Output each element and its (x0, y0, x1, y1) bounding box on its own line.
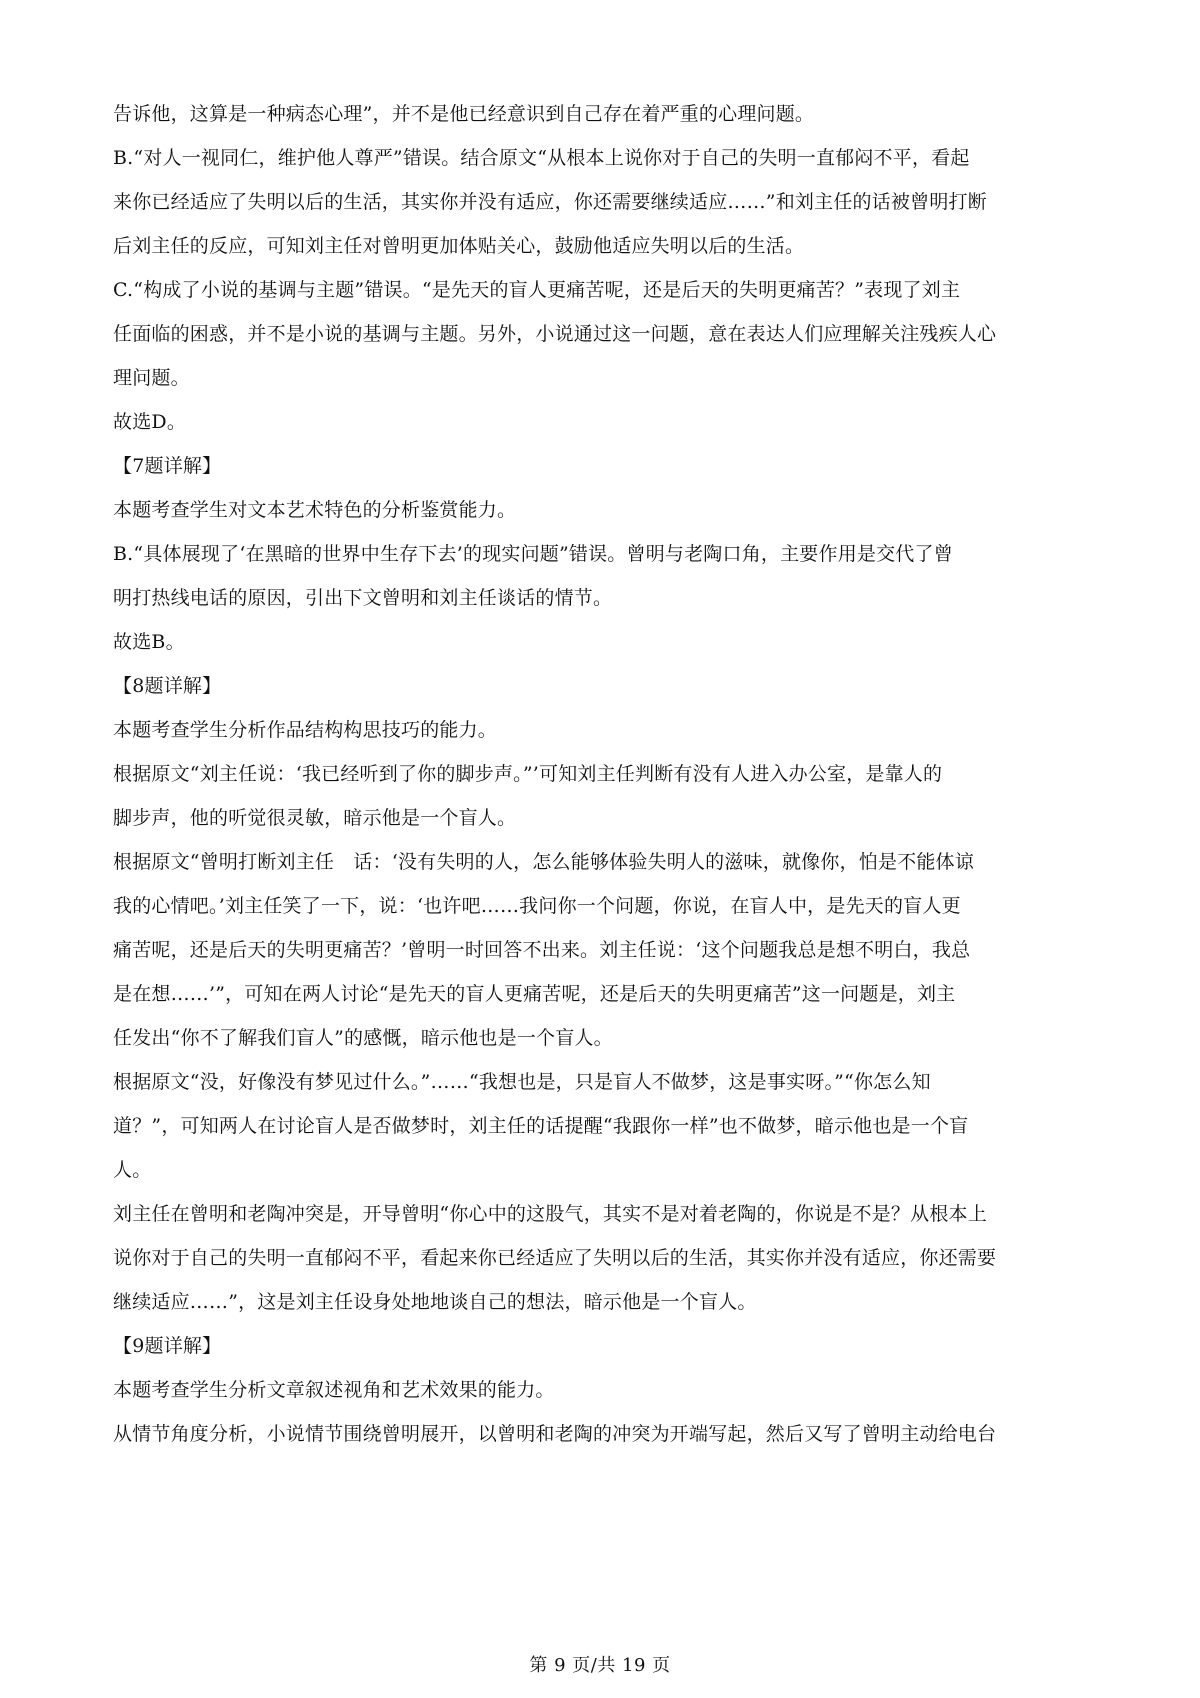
text-line: C.“构成了小说的基调与主题”错误。“是先天的盲人更痛苦呢，还是后天的失明更痛苦？”表现了刘主 (113, 279, 961, 301)
text-line: 我的心情吧。’刘主任笑了一下，说：‘也许吧……我问你一个问题，你说，在盲人中，是先天的盲人更 (113, 895, 961, 917)
text-line: 故选D。 (113, 411, 187, 433)
text-line: 继续适应……”，这是刘主任设身处地地谈自己的想法，暗示他是一个盲人。 (113, 1291, 757, 1313)
page-footer (0, 1651, 1200, 1677)
text-line: B.“对人一视同仁，维护他人尊严”错误。结合原文“从根本上说你对于自己的失明一直郁闷不平，看起 (113, 147, 970, 169)
text-line: 根据原文“刘主任说：‘我已经听到了你的脚步声。”’可知刘主任判断有没有人进入办公室，是靠人的 (113, 763, 943, 785)
text-line: 本题考查学生对文本艺术特色的分析鉴赏能力。 (113, 499, 517, 521)
text-line: 刘主任在曾明和老陶冲突是，开导曾明“你心中的这股气，其实不是对着老陶的，你说是不是？从根本上 (113, 1203, 987, 1225)
text-line: 是在想……’”，可知在两人讨论“是先天的盲人更痛苦呢，还是后天的失明更痛苦”这一问题是，刘主 (113, 983, 956, 1005)
text-line: B.“具体展现了‘在黑暗的世界中生存下去’的现实问题”错误。曾明与老陶口角，主要作用是交代了曾 (113, 543, 953, 565)
text-line: 根据原文“没，好像没有梦见过什么。”……“我想也是，只是盲人不做梦，这是事实呀。”“你怎么知 (113, 1071, 931, 1093)
text-line: 告诉他，这算是一种病态心理”，并不是他已经意识到自己存在着严重的心理问题。 (113, 103, 815, 125)
text-line: 明打热线电话的原因，引出下文曾明和刘主任谈话的情节。 (113, 587, 613, 609)
text-line: 从情节角度分析，小说情节围绕曾明展开，以曾明和老陶的冲突为开端写起，然后又写了曾明主动给电台 (113, 1423, 997, 1445)
text-line: 故选B。 (113, 631, 185, 653)
text-line: 道？”，可知两人在讨论盲人是否做梦时，刘主任的话提醒“我跟你一样”也不做梦，暗示他也是一个盲 (113, 1115, 969, 1137)
section-heading: 【7题详解】 (113, 455, 222, 477)
text-line: 脚步声，他的听觉很灵敏，暗示他是一个盲人。 (113, 807, 517, 829)
text-line: 来你已经适应了失明以后的生活，其实你并没有适应，你还需要继续适应……”和刘主任的话被曾明打断 (113, 191, 987, 213)
text-line: 理问题。 (113, 367, 190, 389)
text-line: 人。 (113, 1159, 152, 1181)
text-line: 根据原文“曾明打断刘主任 话：‘没有失明的人，怎么能够体验失明人的滋味，就像你，怕是不能体谅 (113, 851, 974, 873)
section-heading: 【8题详解】 (113, 675, 222, 697)
page-number: 第 9 页/共 19 页 (529, 1655, 671, 1676)
text-line: 后刘主任的反应，可知刘主任对曾明更加体贴关心，鼓励他适应失明以后的生活。 (113, 235, 805, 257)
text-line: 任面临的困惑，并不是小说的基调与主题。另外，小说通过这一问题，意在表达人们应理解关注残疾人心 (113, 323, 997, 345)
text-line: 说你对于自己的失明一直郁闷不平，看起来你已经适应了失明以后的生活，其实你并没有适应，你还需要 (113, 1247, 997, 1269)
text-line: 本题考查学生分析作品结构构思技巧的能力。 (113, 719, 498, 741)
document-body (113, 92, 1105, 1456)
section-heading: 【9题详解】 (113, 1335, 222, 1357)
text-line: 任发出“你不了解我们盲人”的感慨，暗示他也是一个盲人。 (113, 1027, 613, 1049)
text-line: 本题考查学生分析文章叙述视角和艺术效果的能力。 (113, 1379, 555, 1401)
text-line: 痛苦呢，还是后天的失明更痛苦？’曾明一时回答不出来。刘主任说：‘这个问题我总是想不明白，我总 (113, 939, 971, 961)
